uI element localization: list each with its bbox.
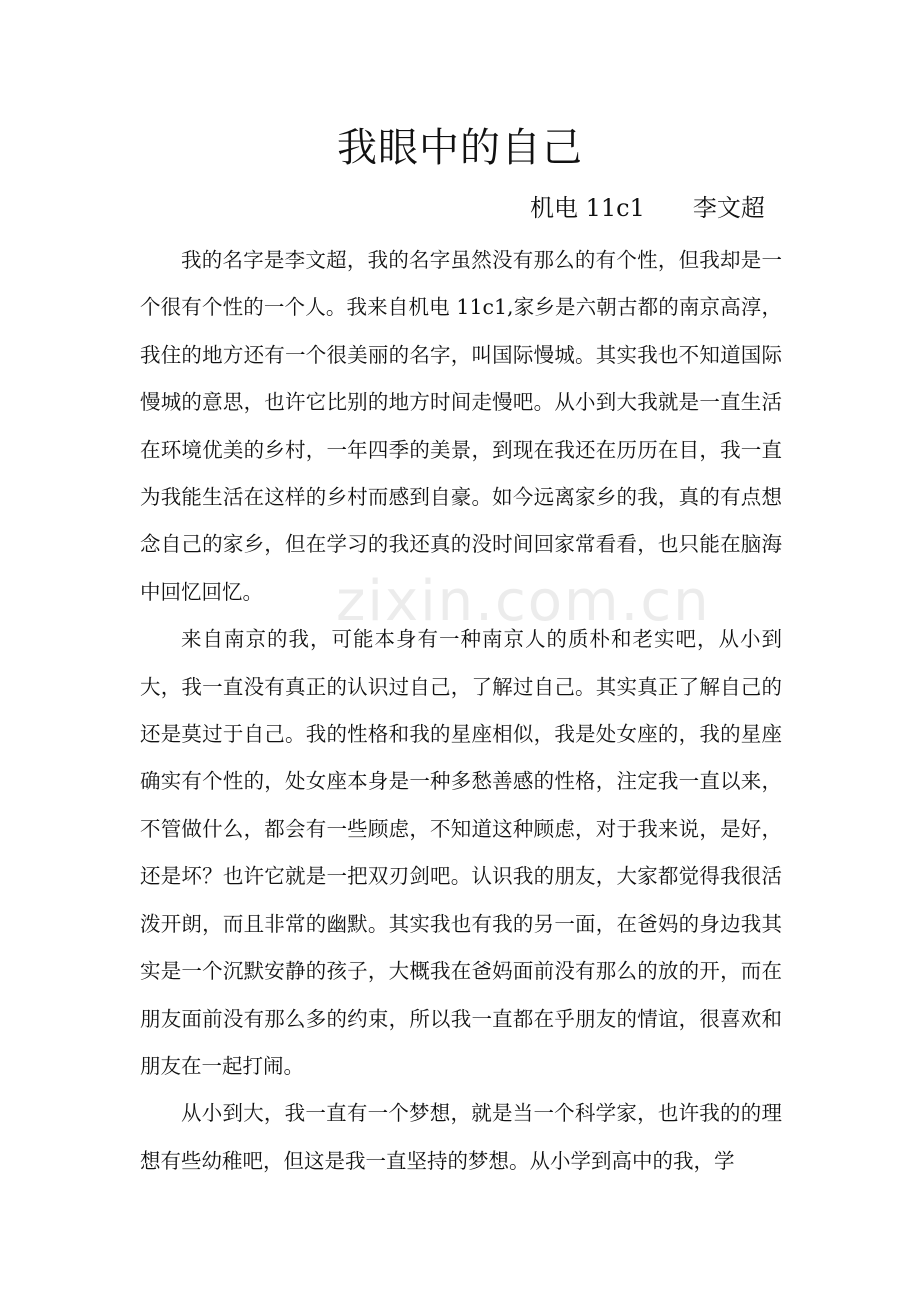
watermark: zixin.com.cn: [336, 569, 711, 634]
byline-class: 机电 11c1: [530, 194, 645, 222]
paragraph: 我的名字是李文超，我的名字虽然没有那么的有个性，但我却是一个很有个性的一个人。我来自机电 11c1,家乡是六朝古都的南京高淳，我住的地方还有一个很美丽的名字，叫国际慢城。其实我也不知道国际慢城的意思，也许它比别的地方时间走慢吧。从小到大我就是一直生活在环境优美的乡村，一年四季的美景，到现在我还在历历在目，我一直为我能生活在这样的乡村而感到自豪。如今远离家乡的我，真的有点想念自己的家乡，但在学习的我还真的没时间回家常看看，也只能在脑海中回忆回忆。: [140, 248, 782, 604]
document-body: [140, 237, 782, 1185]
byline-author: 李文超: [692, 194, 765, 222]
document-title: 我眼中的自己: [337, 125, 583, 171]
paragraph: 来自南京的我，可能本身有一种南京人的质朴和老实吧，从小到大，我一直没有真正的认识过自己，了解过自己。其实真正了解自己的还是莫过于自己。我的性格和我的星座相似，我是处女座的，我的星座确实有个性的，处女座本身是一种多愁善感的性格，注定我一直以来，不管做什么，都会有一些顾虑，不知道这种顾虑，对于我来说，是好，还是坏？也许它就是一把双刃剑吧。认识我的朋友，大家都觉得我很活泼开朗，而且非常的幽默。其实我也有我的另一面，在爸妈的身边我其实是一个沉默安静的孩子，大概我在爸妈面前没有那么的放的开，而在朋友面前没有那么多的约束，所以我一直都在乎朋友的情谊，很喜欢和朋友在一起打闹。: [140, 627, 782, 1078]
byline: [530, 190, 765, 226]
paragraph: 从小到大，我一直有一个梦想，就是当一个科学家，也许我的的理想有些幼稚吧，但这是我一直坚持的梦想。从小学到高中的我，学: [140, 1101, 782, 1173]
